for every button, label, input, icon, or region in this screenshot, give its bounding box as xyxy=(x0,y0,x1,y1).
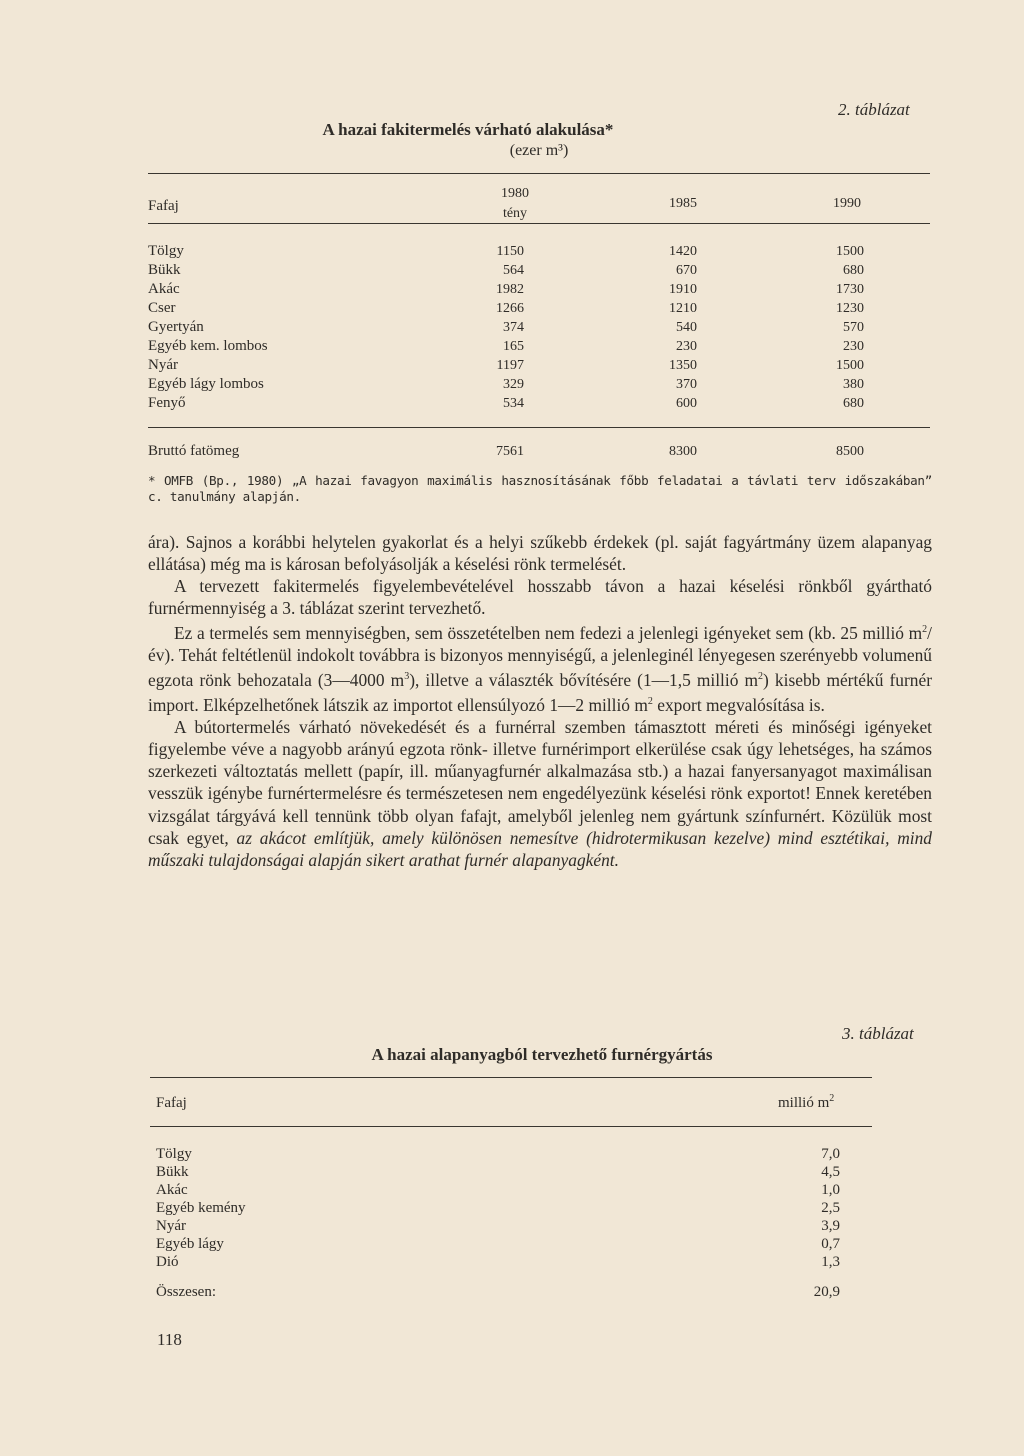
row-1990: 1230 xyxy=(836,301,864,316)
row-1990: 380 xyxy=(843,377,864,392)
row-1980: 564 xyxy=(503,263,524,278)
row-species: Fenyő xyxy=(148,395,186,411)
table2-header-rule xyxy=(148,223,930,224)
page-number: 118 xyxy=(157,1330,182,1349)
table-row xyxy=(0,261,1024,280)
table2-header-1980: 1980 xyxy=(501,186,529,201)
row-1980: 534 xyxy=(503,396,524,411)
row-1985: 230 xyxy=(676,339,697,354)
table2-total-row xyxy=(0,442,1024,461)
paragraph-text: /év). Tehát feltétlenül indokolt továbbra is bizonyos mennyiségű, a jelenleginél lényegesen szerényebb volumenű egzota rönk behozatala (3—4000 m xyxy=(148,623,932,691)
table-row xyxy=(0,1235,1024,1253)
paragraph: A tervezett fakitermelés figyelembevételével hosszabb távon a hazai késelési rönkből gyártható furnérmennyiség a 3. táblázat szerint tervezhető. xyxy=(148,576,932,619)
row-1980: 1982 xyxy=(496,282,524,297)
row-value: 1,0 xyxy=(821,1182,840,1198)
row-1985: 1350 xyxy=(669,358,697,373)
table2-header-1990: 1990 xyxy=(833,196,861,211)
table-row xyxy=(0,299,1024,318)
paragraph xyxy=(148,716,932,871)
total-label: Összesen: xyxy=(156,1284,216,1300)
row-1985: 600 xyxy=(676,396,697,411)
row-1980: 374 xyxy=(503,320,524,335)
row-1990: 680 xyxy=(843,263,864,278)
row-1990: 680 xyxy=(843,396,864,411)
row-value: 4,5 xyxy=(821,1164,840,1180)
unit-text: millió m xyxy=(778,1095,830,1111)
body-text xyxy=(148,531,932,871)
row-1990: 1730 xyxy=(836,282,864,297)
table3-header-species: Fafaj xyxy=(156,1095,187,1111)
paragraph-text: ) kisebb mértékű furnér import. Elképzelhetőnek látszik az importot ellensúlyozó 1—2 millió m xyxy=(148,670,932,716)
superscript: 2 xyxy=(829,1093,835,1104)
row-species: Akác xyxy=(148,281,180,297)
table2-footnote: * OMFB (Bp., 1980) „A hazai favagyon maximális hasznosításának főbb feladatai a távlati terv időszakában” c. tanulmány alapján. xyxy=(148,473,932,504)
table-row xyxy=(0,337,1024,356)
table-row xyxy=(0,1253,1024,1271)
row-species: Egyéb lágy xyxy=(156,1236,224,1252)
table2-header-1980-sub: tény xyxy=(502,206,528,221)
paragraph-text: ), illetve a választék bővítésére (1—1,5 millió m xyxy=(409,670,759,691)
superscript: 2 xyxy=(758,671,764,683)
table2-top-rule xyxy=(148,173,930,174)
italic-text: az akácot említjük, amely különösen nemesítve (hidrotermikusan kezelve) mind esztétikai, mind műszaki tulajdonságai alapján sikert arathat furnér alapanyagként. xyxy=(148,827,933,870)
row-value: 3,9 xyxy=(821,1218,840,1234)
row-species: Bükk xyxy=(148,262,181,278)
superscript: 2 xyxy=(922,624,928,636)
table-row xyxy=(0,1163,1024,1181)
table2-header-1985: 1985 xyxy=(669,196,697,211)
row-species: Tölgy xyxy=(156,1146,192,1162)
row-value: 7,0 xyxy=(821,1146,840,1162)
row-species: Egyéb kemény xyxy=(156,1200,246,1216)
row-species: Egyéb lágy lombos xyxy=(148,376,264,392)
row-1990: 1500 xyxy=(836,358,864,373)
superscript: 2 xyxy=(647,696,653,708)
row-species: Tölgy xyxy=(148,243,184,259)
table3-header-unit xyxy=(778,1093,834,1112)
total-1980: 7561 xyxy=(496,444,524,459)
row-value: 2,5 xyxy=(821,1200,840,1216)
table3-title: A hazai alapanyagból tervezhető furnérgyártás xyxy=(371,1045,713,1064)
row-1990: 570 xyxy=(843,320,864,335)
paragraph-text: Ez a termelés sem mennyiségben, sem összetételben nem fedezi a jelenlegi igényeket sem (kb. 25 millió m xyxy=(174,623,923,644)
paragraph-text: A bútortermelés várható növekedését és a furnérral szemben támasztott méreti és minőségi igényeket figyelembe véve a nagyobb arányú egzota rönk- illetve furnérimport elkerülése csak úgy lehetséges, ha számos szerkezeti változtatás mellett (papír, ill. műanyagfurnér alkalmazása stb.) a hazai fanyersanyagot maximálisan vesszük igénybe furnértermelésre és természetesen nem engedélyezünk késelési rönk exportot! Ennek keretében vizsgálat tárgyává kell tennünk több olyan fafajt, amelyből jelenleg nem gyártunk színfurnért. Közülük most csak egyet, xyxy=(148,717,932,848)
row-1980: 165 xyxy=(503,339,524,354)
row-value: 1,3 xyxy=(821,1254,840,1270)
row-1980: 1197 xyxy=(496,358,524,373)
row-1980: 329 xyxy=(503,377,524,392)
row-species: Bükk xyxy=(156,1164,189,1180)
table2-total-rule xyxy=(148,427,930,428)
row-1980: 1150 xyxy=(496,244,524,259)
row-1985: 1420 xyxy=(669,244,697,259)
row-1990: 230 xyxy=(843,339,864,354)
row-1985: 1210 xyxy=(669,301,697,316)
row-species: Egyéb kem. lombos xyxy=(148,338,268,354)
table2-label: 2. táblázat xyxy=(838,100,910,119)
paragraph xyxy=(148,619,932,716)
table-row xyxy=(0,356,1024,375)
table-row xyxy=(0,375,1024,394)
row-1985: 540 xyxy=(676,320,697,335)
row-1990: 1500 xyxy=(836,244,864,259)
table-row xyxy=(0,1217,1024,1235)
table2-unit: (ezer m³) xyxy=(509,142,569,159)
total-value: 20,9 xyxy=(813,1284,840,1300)
row-species: Nyár xyxy=(148,357,178,373)
row-1980: 1266 xyxy=(496,301,524,316)
table-row xyxy=(0,318,1024,337)
superscript: 3 xyxy=(404,671,410,683)
total-1990: 8500 xyxy=(836,444,864,459)
table-row xyxy=(0,1199,1024,1217)
table-row xyxy=(0,1181,1024,1199)
total-label: Bruttó fatömeg xyxy=(148,443,240,459)
table2-title: A hazai fakitermelés várható alakulása* xyxy=(322,120,614,139)
table3-total-row xyxy=(0,1283,1024,1301)
row-1985: 1910 xyxy=(669,282,697,297)
table3-top-rule xyxy=(150,1077,872,1078)
row-1985: 670 xyxy=(676,263,697,278)
paragraph-text: export megvalósítása is. xyxy=(652,695,825,716)
row-species: Nyár xyxy=(156,1218,186,1234)
table-row xyxy=(0,1145,1024,1163)
row-species: Cser xyxy=(148,300,176,316)
paragraph: ára). Sajnos a korábbi helytelen gyakorlat és a helyi szűkebb érdekek (pl. saját fagyártmány üzem alapanyag ellátása) még ma is károsan befolyásolják a késelési rönk termelését. xyxy=(148,532,932,575)
row-1985: 370 xyxy=(676,377,697,392)
table3-header-rule xyxy=(150,1126,872,1127)
row-value: 0,7 xyxy=(821,1236,840,1252)
table-row xyxy=(0,280,1024,299)
table-row xyxy=(0,394,1024,413)
table-row xyxy=(0,242,1024,261)
total-1985: 8300 xyxy=(669,444,697,459)
table2-header-species: Fafaj xyxy=(148,198,179,214)
row-species: Gyertyán xyxy=(148,319,204,335)
table3-label: 3. táblázat xyxy=(842,1024,914,1043)
row-species: Akác xyxy=(156,1182,188,1198)
row-species: Dió xyxy=(156,1254,179,1270)
